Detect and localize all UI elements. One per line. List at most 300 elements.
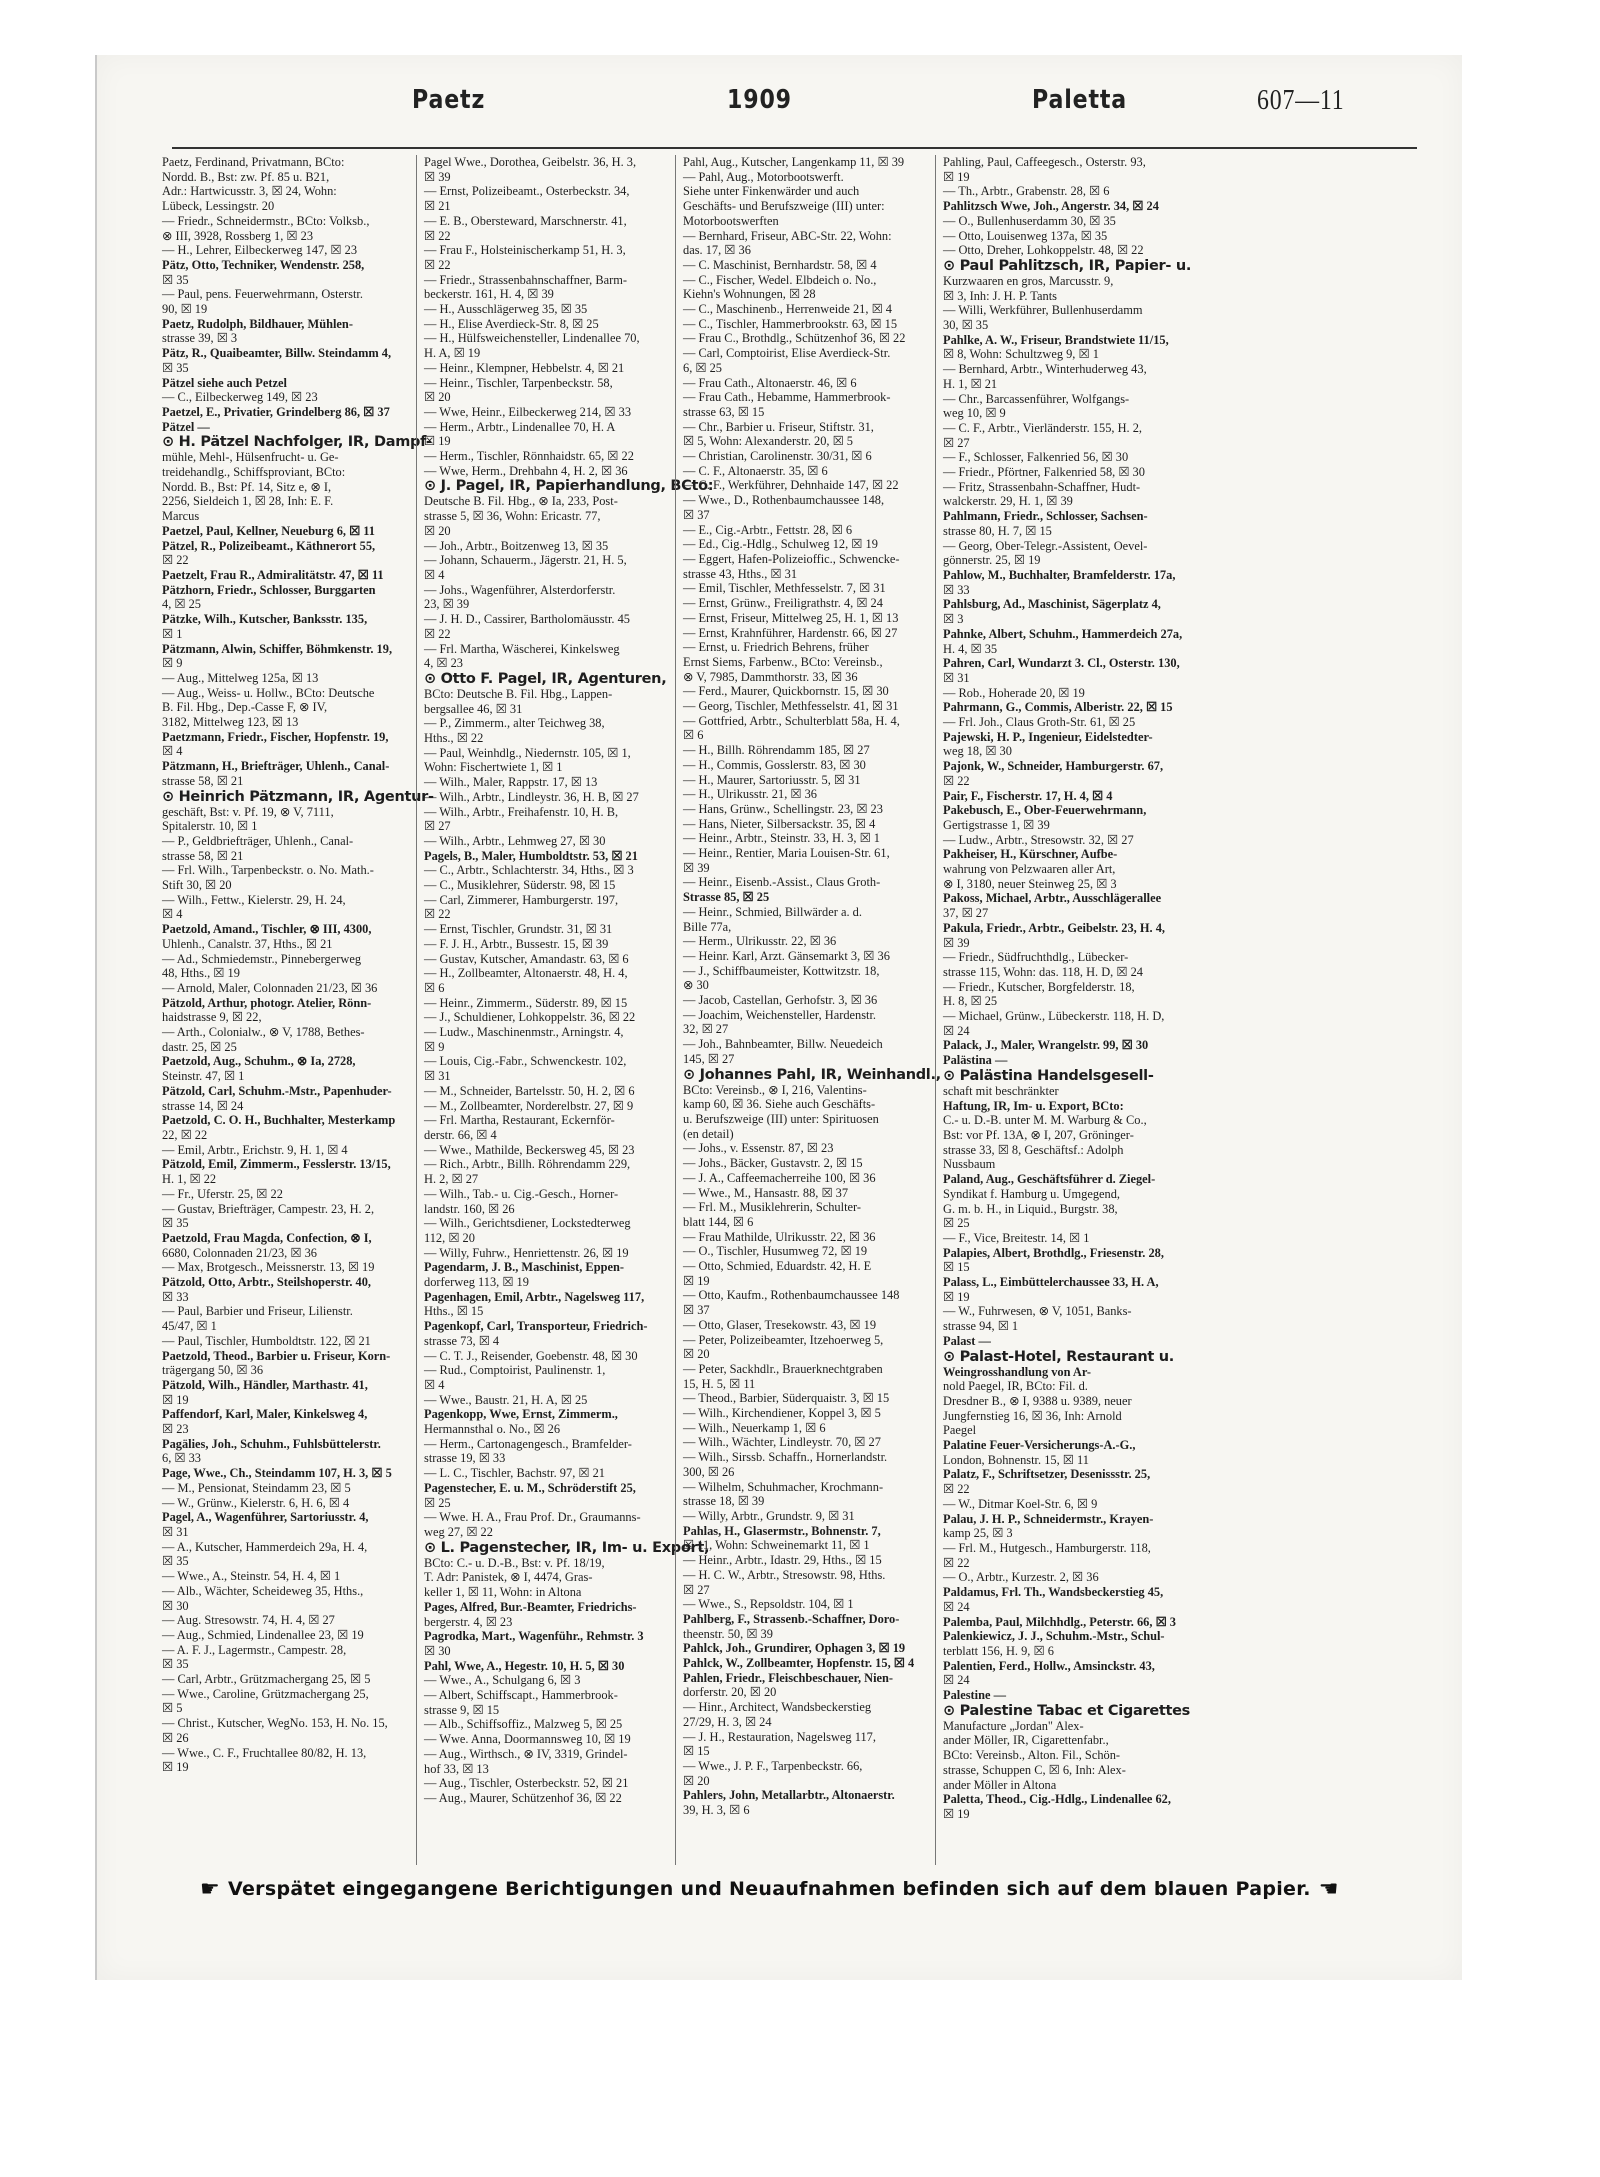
column-4: [943, 155, 1192, 1865]
entry-line: Palentien, Ferd., Hollw., Amsinckstr. 43,: [943, 1658, 1155, 1673]
entry-line: — J., Schiffbaumeister, Kottwitzstr. 18,: [683, 963, 880, 978]
entry-line: ☒ 25: [424, 1495, 451, 1510]
entry-line: Pagälies, Joh., Schuhm., Fuhlsbüttelerstr.: [162, 1436, 381, 1451]
entry-line: Palästina —: [943, 1053, 1008, 1068]
entry-line: strasse 63, ☒ 15: [683, 404, 765, 419]
entry-line: — Joachim, Weichensteller, Hardenstr.: [683, 1007, 877, 1022]
entry-line: Paetzold, Amand., Tischler, ⊗ III, 4300,: [162, 922, 372, 937]
entry-line: — Georg, Ober-Telegr.-Assistent, Oevel-: [943, 538, 1148, 553]
entry-line: Jungfernstieg 16, ☒ 36, Inh: Arnold: [943, 1408, 1122, 1423]
page-header: [97, 55, 1462, 130]
entry-line: ⊙ Palast-Hotel, Restaurant u.: [943, 1348, 1174, 1365]
column-3: [683, 155, 941, 1865]
entry-line: ☒ 35: [162, 1657, 189, 1672]
entry-line: ⊙ H. Pätzel Nachfolger, IR, Dampf-: [162, 434, 432, 451]
entry-line: kamp 25, ☒ 3: [943, 1526, 1013, 1541]
entry-line: London, Bohnenstr. 15, ☒ 11: [943, 1452, 1089, 1467]
entry-line: — Gottfried, Arbtr., Schulterblatt 58a, H. 4,: [683, 713, 900, 728]
entry-line: — Arnold, Maler, Colonnaden 21/23, ☒ 36: [162, 980, 378, 995]
entry-line: — Aug. Stresowstr. 74, H. 4, ☒ 27: [162, 1613, 335, 1628]
entry-line: ☒ 19: [943, 169, 970, 184]
entry-line: — C. T. J., Reisender, Goebenstr. 48, ☒ 30: [424, 1348, 638, 1363]
entry-line: Manufacture „Jordan" Alex-: [943, 1718, 1084, 1733]
entry-line: — P., Zimmerm., alter Teichweg 38,: [424, 716, 605, 731]
entry-line: ☒ 4: [424, 567, 445, 582]
entry-line: Pakoss, Michael, Arbtr., Ausschlägerallee: [943, 891, 1162, 906]
entry-line: ☒ 39: [424, 169, 451, 184]
entry-line: 32, ☒ 27: [683, 1022, 729, 1037]
entry-line: ander Möller, IR, Cigarettenfabr.,: [943, 1733, 1109, 1748]
entry-line: BCto: Deutsche B. Fil. Hbg., Lappen-: [424, 686, 613, 701]
entry-line: — Wwe., Baustr. 21, H. A, ☒ 25: [424, 1392, 588, 1407]
entry-line: Motorbootswerften: [683, 213, 779, 228]
entry-line: 27/29, H. 3, ☒ 24: [683, 1714, 772, 1729]
entry-line: ☒ 19: [943, 1806, 970, 1821]
entry-line: — C. F., Werkführer, Dehnhaide 147, ☒ 22: [683, 478, 899, 493]
entry-line: Pahlberg, F., Strassenb.-Schaffner, Doro-: [683, 1611, 900, 1626]
entry-line: 39, H. 3, ☒ 6: [683, 1803, 750, 1818]
entry-line: — Paul, Barbier und Friseur, Lilienstr.: [162, 1304, 353, 1319]
entry-line: T. Adr: Panistek, ⊗ I, 4474, Gras-: [424, 1570, 593, 1585]
entry-line: Pahlke, A. W., Friseur, Brandstwiete 11/15,: [943, 332, 1169, 347]
entry-line: Paetzelt, Frau R., Admiralitätstr. 47, ☒ 11: [162, 567, 384, 582]
entry-line: strasse 58, ☒ 21: [162, 848, 244, 863]
entry-line: — Willi, Werkführer, Bullenhuserdamm: [943, 303, 1143, 318]
entry-line: Palenkiewicz, J. J., Schuhm.-Mstr., Schul-: [943, 1629, 1165, 1644]
entry-line: Palass, L., Eimbüttelerchaussee 33, H. A,: [943, 1275, 1159, 1290]
entry-line: — Gustav, Briefträger, Campestr. 23, H. 2,: [162, 1201, 375, 1216]
entry-line: — Chr., Barcassenführer, Wolfgangs-: [943, 391, 1130, 406]
entry-line: G. m. b. H., in Liquid., Burgstr. 38,: [943, 1201, 1118, 1216]
entry-line: Pakheiser, H., Kürschner, Aufbe-: [943, 847, 1118, 862]
entry-line: 15, H. 5, ☒ 11: [683, 1376, 756, 1391]
entry-line: — Paul, pens. Feuerwehrmann, Osterstr.: [162, 287, 363, 302]
entry-line: — Aug., Schmied, Lindenallee 23, ☒ 19: [162, 1627, 364, 1642]
entry-line: Paetzold, Frau Magda, Confection, ⊗ I,: [162, 1230, 372, 1245]
entry-line: — Heinr., Schmied, Billwärder a. d.: [683, 904, 862, 919]
entry-line: — F., Schlosser, Falkenried 56, ☒ 30: [943, 450, 1129, 465]
entry-line: u. Berufszweige (III) unter: Spirituosen: [683, 1112, 879, 1126]
entry-line: Paetzmann, Friedr., Fischer, Hopfenstr. 19,: [162, 729, 389, 744]
entry-line: ☒ 23: [162, 1422, 189, 1437]
entry-line: — L. C., Tischler, Bachstr. 97, ☒ 21: [424, 1466, 605, 1481]
entry-line: ☒ 4: [424, 1377, 445, 1392]
entry-line: strasse 9, ☒ 15: [424, 1702, 500, 1717]
entry-line: — Christ., Kutscher, WegNo. 153, H. No. 15,: [162, 1716, 388, 1731]
entry-line: — Theod., Barbier, Süderquaistr. 3, ☒ 15: [683, 1391, 890, 1406]
entry-line: ⊗ V, 7985, Dammthorstr. 33, ☒ 36: [683, 669, 858, 684]
entry-line: Pahlck, Joh., Grundirer, Ophagen 3, ☒ 19: [683, 1641, 906, 1656]
entry-line: — Ernst, Tischler, Grundstr. 31, ☒ 31: [424, 922, 613, 937]
entry-line: — J. H. D., Cassirer, Bartholomäusstr. 45: [424, 612, 630, 627]
entry-line: geschäft, Bst: v. Pf. 19, ⊗ V, 7111,: [162, 804, 334, 819]
entry-line: — Wilh., Gerichtsdiener, Lockstedterweg: [424, 1216, 631, 1231]
entry-line: — O., Arbtr., Kurzestr. 2, ☒ 36: [943, 1570, 1099, 1585]
entry-line: — Hans, Nieter, Silbersackstr. 35, ☒ 4: [683, 816, 876, 831]
entry-line: — Ludw., Maschinenmstr., Arningstr. 4,: [424, 1025, 624, 1040]
entry-line: — Ludw., Arbtr., Stresowstr. 32, ☒ 27: [943, 832, 1134, 847]
directory-page: [95, 55, 1462, 1980]
entry-line: Paetz, Ferdinand, Privatmann, BCto:: [162, 155, 345, 169]
entry-line: ☒ 37: [683, 507, 710, 522]
entry-line: — Heinr., Tischler, Tarpenbeckstr. 58,: [424, 375, 613, 390]
entry-line: — Johs., Wagenführer, Alsterdorferstr.: [424, 582, 616, 597]
entry-line: — Wilh., Arbtr., Lehmweg 27, ☒ 30: [424, 833, 606, 848]
entry-line: — Aug., Wirthsch., ⊗ IV, 3319, Grindel-: [424, 1746, 628, 1761]
entry-line: ⊙ Otto F. Pagel, IR, Agenturen,: [424, 670, 667, 687]
entry-line: — J. H., Restauration, Nagelsweg 117,: [683, 1729, 876, 1744]
entry-line: — Ernst, Krahnführer, Hardenstr. 66, ☒ 27: [683, 625, 898, 640]
entry-line: ☒ 22: [943, 773, 970, 788]
entry-line: Pätzke, Wilh., Kutscher, Banksstr. 135,: [162, 612, 368, 627]
entry-line: — Wilh., Tab.- u. Cig.-Gesch., Horner-: [424, 1186, 619, 1201]
entry-line: Pagrodka, Mart., Wagenführ., Rehmstr. 3: [424, 1629, 644, 1644]
entry-line: Nussbaum: [943, 1157, 996, 1172]
entry-line: strasse 39, ☒ 3: [162, 331, 238, 346]
entry-line: ⊗ III, 3928, Rossberg 1, ☒ 23: [162, 228, 314, 243]
entry-line: Pagenstecher, E. u. M., Schröderstift 25,: [424, 1480, 636, 1495]
entry-line: — Aug., Maurer, Schützenhof 36, ☒ 22: [424, 1790, 622, 1805]
entry-line: ☒ 30: [424, 1643, 451, 1658]
entry-line: wahrung von Pelzwaaren aller Art,: [943, 862, 1116, 877]
footer-note: Verspätet eingegangene Berichtigungen und Neuaufnahmen befinden sich auf dem blauen Papier.: [228, 1878, 1311, 1900]
entry-line: 2256, Sieldeich 1, ☒ 28, Inh: E. F.: [162, 494, 334, 509]
entry-line: ☒ 31: [424, 1069, 451, 1084]
entry-line: — H. C. W., Arbtr., Stresowstr. 98, Hths.: [683, 1567, 886, 1582]
entry-line: ⊙ Johannes Pahl, IR, Weinhandl.,: [683, 1066, 941, 1083]
pointing-hand-right-icon: ☛: [200, 1877, 221, 1902]
entry-line: Hths., ☒ 22: [424, 731, 484, 746]
entry-line: Paetzold, Aug., Schuhm., ⊗ Ia, 2728,: [162, 1054, 356, 1069]
entry-line: — Frau Cath., Hebamme, Hammerbrook-: [683, 390, 891, 405]
entry-line: ☒ 19: [162, 1760, 189, 1775]
entry-line: ⊙ Palästina Handelsgesell-: [943, 1067, 1154, 1084]
entry-line: Pahnke, Albert, Schuhm., Hammerdeich 27a,: [943, 626, 1183, 641]
entry-line: — Wilh., Wächter, Lindleystr. 70, ☒ 27: [683, 1435, 881, 1450]
entry-line: strasse, Schuppen C, ☒ 6, Inh: Alex-: [943, 1762, 1126, 1777]
entry-line: weg 10, ☒ 9: [943, 406, 1006, 421]
entry-line: ☒ 20: [683, 1773, 710, 1788]
entry-line: — E. B., Obersteward, Marschnerstr. 41,: [424, 213, 627, 228]
entry-line: — H., Ulrikusstr. 21, ☒ 36: [683, 787, 817, 802]
entry-line: H. 4, ☒ 35: [943, 641, 998, 656]
entry-line: — C. F., Altonaerstr. 35, ☒ 6: [683, 463, 828, 478]
entry-line: Pakebusch, E., Ober-Feuerwehrmann,: [943, 803, 1147, 818]
entry-line: strasse 115, Wohn: das. 118, H. D, ☒ 24: [943, 964, 1143, 979]
entry-line: — Wwe., Mathilde, Beckersweg 45, ☒ 23: [424, 1142, 635, 1157]
column-divider: [675, 155, 676, 1865]
entry-line: 6680, Colonnaden 21/23, ☒ 36: [162, 1245, 317, 1260]
entry-line: blatt 144, ☒ 6: [683, 1214, 754, 1229]
entry-line: C.- u. D.-B. unter M. M. Warburg & Co.,: [943, 1113, 1147, 1128]
entry-line: — Herm., Arbtr., Lindenallee 70, H. A: [424, 419, 616, 434]
entry-line: ☒ 19: [162, 1392, 189, 1407]
entry-line: 48, Hths., ☒ 19: [162, 966, 240, 981]
entry-line: ⊙ L. Pagenstecher, IR, Im- u. Export,: [424, 1539, 710, 1556]
entry-line: strasse 94, ☒ 1: [943, 1319, 1019, 1334]
entry-line: — Max, Brotgesch., Meissnerstr. 13, ☒ 19: [162, 1260, 375, 1275]
entry-line: — Wilh., Maler, Rappstr. 17, ☒ 13: [424, 775, 598, 790]
entry-line: keller 1, ☒ 11, Wohn: in Altona: [424, 1585, 582, 1600]
entry-line: Palau, J. H. P., Schneidermstr., Krayen-: [943, 1511, 1154, 1526]
entry-line: — Jacob, Castellan, Gerhofstr. 3, ☒ 36: [683, 993, 878, 1008]
entry-line: — Joh., Arbtr., Boitzenweg 13, ☒ 35: [424, 538, 609, 553]
entry-line: Strasse 85, ☒ 25: [683, 890, 770, 905]
entry-line: strasse 19, ☒ 33: [424, 1451, 506, 1466]
entry-line: nold Paegel, IR, BCto: Fil. d.: [943, 1379, 1088, 1394]
entry-line: ⊙ Heinrich Pätzmann, IR, Agentur-: [162, 788, 434, 805]
entry-line: treidehandlg., Schiffsproviant, BCto:: [162, 465, 346, 480]
entry-line: — Gustav, Kutscher, Amandastr. 63, ☒ 6: [424, 951, 629, 966]
entry-line: Pätzmann, H., Briefträger, Uhlenh., Canal-: [162, 759, 390, 774]
entry-line: ☒ 4: [162, 744, 183, 759]
entry-line: — Otto, Louisenweg 137a, ☒ 35: [943, 228, 1108, 243]
entry-line: Dresdner B., ⊗ I, 9388 u. 9389, neuer: [943, 1393, 1132, 1408]
entry-line: ☒ 31: [943, 670, 970, 685]
entry-line: — M., Pensionat, Steindamm 23, ☒ 5: [162, 1480, 351, 1495]
entry-line: ☒ 6: [683, 728, 704, 743]
entry-line: — Johs., v. Essenstr. 87, ☒ 23: [683, 1141, 834, 1156]
entry-line: Pahling, Paul, Caffeegesch., Osterstr. 93,: [943, 155, 1146, 169]
entry-line: — Otto, Kaufm., Rothenbaumchaussee 148: [683, 1288, 900, 1303]
entry-line: — Ferd., Maurer, Quickbornstr. 15, ☒ 30: [683, 684, 889, 699]
entry-line: ☒ 19: [943, 1289, 970, 1304]
entry-line: — Otto, Glaser, Tresekowstr. 43, ☒ 19: [683, 1317, 877, 1332]
entry-line: Nordd. B., Bst: zw. Pf. 85 u. B21,: [162, 169, 330, 184]
listing-columns: [162, 155, 1437, 1865]
entry-line: Pahlsburg, Ad., Maschinist, Sägerplatz 4,: [943, 597, 1161, 612]
entry-line: Pagenkopp, Wwe, Ernst, Zimmerm.,: [424, 1407, 618, 1422]
entry-line: Palack, J., Maler, Wrangelstr. 99, ☒ 30: [943, 1038, 1149, 1053]
entry-line: dorferstr. 20, ☒ 20: [683, 1685, 777, 1700]
entry-line: ⊙ Paul Pahlitzsch, IR, Papier- u.: [943, 257, 1192, 274]
entry-line: — H., Maurer, Sartoriusstr. 5, ☒ 31: [683, 772, 861, 787]
entry-line: Hths., ☒ 15: [424, 1304, 484, 1319]
entry-line: bergerstr. 4, ☒ 23: [424, 1614, 513, 1629]
entry-line: 4, ☒ 25: [162, 597, 201, 612]
entry-line: — Wilh., Sirssb. Schaffn., Hornerlandstr.: [683, 1450, 888, 1465]
entry-line: Pätzel —: [162, 419, 210, 434]
entry-line: — Frau Cath., Altonaerstr. 46, ☒ 6: [683, 375, 857, 390]
entry-line: strasse 5, ☒ 36, Wohn: Ericastr. 77,: [424, 509, 601, 524]
header-rule: [172, 147, 1417, 149]
entry-line: — Frau F., Holsteinischerkamp 51, H. 3,: [424, 243, 626, 258]
entry-line: Palatine Feuer-Versicherungs-A.-G.,: [943, 1438, 1136, 1453]
entry-line: Paletta, Theod., Cig.-Hdlg., Lindenallee 62,: [943, 1792, 1171, 1807]
entry-line: — Peter, Polizeibeamter, Itzehoerweg 5,: [683, 1332, 884, 1347]
entry-line: Lübeck, Lessingstr. 20: [162, 199, 275, 214]
entry-line: Pätz, R., Quaibeamter, Billw. Steindamm 4,: [162, 346, 392, 361]
entry-line: ☒ 24: [943, 1673, 970, 1688]
entry-line: — Wilh., Kirchendiener, Koppel 3, ☒ 5: [683, 1406, 881, 1421]
entry-line: H. 1, ☒ 21: [943, 376, 998, 391]
entry-line: strasse 43, Hths., ☒ 31: [683, 566, 798, 581]
entry-line: — C. Maschinist, Bernhardstr. 58, ☒ 4: [683, 257, 877, 272]
entry-line: ☒ 4: [162, 907, 183, 922]
entry-line: weg 18, ☒ 30: [943, 744, 1012, 759]
entry-line: — Wwe., C. F., Fruchtallee 80/82, H. 13,: [162, 1745, 367, 1760]
entry-line: — Willy, Arbtr., Grundstr. 9, ☒ 31: [683, 1508, 855, 1523]
entry-line: ☒ 22: [943, 1482, 970, 1497]
entry-line: — Hinr., Architect, Wandsbeckerstieg: [683, 1700, 872, 1715]
entry-line: walckerstr. 29, H. 1, ☒ 39: [943, 494, 1073, 509]
entry-line: — H., Ausschlägerweg 35, ☒ 35: [424, 302, 588, 317]
column-divider: [935, 155, 936, 1865]
entry-line: BCto: Vereinsb., ⊗ I, 216, Valentins-: [683, 1082, 867, 1097]
entry-line: Pahrmann, G., Commis, Alberistr. 22, ☒ 15: [943, 700, 1173, 715]
entry-line: H. 8, ☒ 25: [943, 994, 998, 1009]
entry-line: — Heinr., Zimmerm., Süderstr. 89, ☒ 15: [424, 995, 628, 1010]
entry-line: Pahlow, M., Buchhalter, Bramfelderstr. 17a,: [943, 567, 1176, 582]
page-number: 607—11: [1257, 85, 1345, 116]
entry-line: ☒ 20: [424, 390, 451, 405]
entry-line: — Michael, Grünw., Lübeckerstr. 118, H. D,: [943, 1009, 1165, 1024]
entry-line: ☒ 8, Wohn: Schultzweg 9, ☒ 1: [943, 347, 1099, 362]
entry-line: — Heinr. Karl, Arzt. Gänsemarkt 3, ☒ 36: [683, 948, 890, 963]
entry-line: — Wwe, Herm., Drehbahn 4, H. 2, ☒ 36: [424, 463, 628, 478]
entry-line: — J., Schuldiener, Lohkoppelstr. 36, ☒ 22: [424, 1010, 636, 1025]
entry-line: Bst: vor Pf. 13A, ⊗ I, 207, Gröninger-: [943, 1128, 1134, 1142]
entry-line: — Emil, Arbtr., Erichstr. 9, H. 1, ☒ 4: [162, 1142, 348, 1157]
entry-line: — Bernhard, Friseur, ABC-Str. 22, Wohn:: [683, 228, 892, 243]
entry-line: — C., Maschinenb., Herrenweide 21, ☒ 4: [683, 302, 892, 317]
entry-line: Pätzold, Wilh., Händler, Marthastr. 41,: [162, 1377, 368, 1392]
entry-line: ☒ 6: [424, 980, 445, 995]
entry-line: strasse 58, ☒ 21: [162, 773, 244, 788]
entry-line: — Frau Mathilde, Ulrikusstr. 22, ☒ 36: [683, 1229, 876, 1244]
entry-line: — Wilh., Arbtr., Freihafenstr. 10, H. B,: [424, 804, 619, 819]
entry-line: bergsallee 46, ☒ 31: [424, 701, 523, 716]
entry-line: BCto: Vereinsb., Alton. Fil., Schön-: [943, 1748, 1121, 1763]
entry-line: Pahlitzsch Wwe, Joh., Angerstr. 34, ☒ 24: [943, 199, 1159, 214]
entry-line: Palatz, F., Schriftsetzer, Desenissstr. 25,: [943, 1467, 1151, 1482]
entry-line: ☒ 20: [424, 523, 451, 538]
entry-line: — Aug., Mittelweg 125a, ☒ 13: [162, 670, 319, 685]
entry-line: dastr. 25, ☒ 25: [162, 1039, 237, 1054]
entry-line: — Ernst, Grünw., Freiligrathstr. 4, ☒ 24: [683, 596, 883, 611]
entry-line: 300, ☒ 26: [683, 1464, 735, 1479]
entry-line: — Carl, Comptoirist, Elise Averdieck-Str.: [683, 346, 891, 361]
entry-line: ☒ 19: [424, 434, 451, 449]
entry-line: ☒ 9: [162, 656, 183, 671]
entry-line: Pätzold, Arthur, photogr. Atelier, Rönn-: [162, 995, 372, 1010]
entry-line: — Emil, Tischler, Methfesselstr. 7, ☒ 31: [683, 581, 886, 596]
entry-line: — Friedr., Pförtner, Falkenried 58, ☒ 30: [943, 465, 1145, 480]
entry-line: 22, ☒ 22: [162, 1128, 208, 1142]
entry-line: Paetz, Rudolph, Bildhauer, Mühlen-: [162, 316, 353, 331]
entry-line: Deutsche B. Fil. Hbg., ⊗ Ia, 233, Post-: [424, 494, 618, 509]
entry-line: ⊗ I, 3180, neuer Steinweg 25, ☒ 3: [943, 876, 1117, 891]
entry-line: ☒ 37: [683, 1303, 710, 1318]
entry-line: ☒ 5, Wohn: Alexanderstr. 20, ☒ 5: [683, 434, 854, 449]
entry-line: Siehe unter Finkenwärder und auch: [683, 184, 860, 199]
entry-line: Wohn: Fischertwiete 1, ☒ 1: [424, 760, 563, 775]
entry-line: ☒ 35: [162, 1554, 189, 1569]
entry-line: Adr.: Hartwicusstr. 3, ☒ 24, Wohn:: [162, 184, 337, 199]
entry-line: Stift 30, ☒ 20: [162, 878, 232, 893]
entry-line: — Willy, Fuhrw., Henriettenstr. 26, ☒ 19: [424, 1245, 629, 1260]
entry-line: — Ernst, Friseur, Mittelweg 25, H. 1, ☒ 13: [683, 610, 899, 625]
entry-line: strasse 73, ☒ 4: [424, 1333, 500, 1348]
entry-line: Bille 77a,: [683, 919, 732, 934]
entry-line: Pagenkopf, Carl, Transporteur, Friedrich-: [424, 1319, 648, 1334]
entry-line: ☒ 35: [162, 272, 189, 287]
entry-line: 6, ☒ 33: [162, 1451, 201, 1466]
entry-line: ☒ 3, Inh: J. H. P. Tants: [943, 288, 1057, 303]
entry-line: — F., Vice, Breitestr. 14, ☒ 1: [943, 1230, 1090, 1245]
entry-line: — Ernst, u. Friedrich Behrens, früher: [683, 640, 869, 655]
entry-line: ☒ 22: [424, 228, 451, 243]
entry-line: — A., Kutscher, Hammerdeich 29a, H. 4,: [162, 1539, 368, 1554]
entry-line: — Wwe., S., Repsoldstr. 104, ☒ 1: [683, 1597, 854, 1612]
entry-line: — Herm., Ulrikusstr. 22, ☒ 36: [683, 934, 837, 949]
entry-line: — Otto, Schmied, Eduardstr. 42, H. E: [683, 1259, 872, 1274]
entry-line: — Ad., Schmiedemstr., Pinnebergerweg: [162, 951, 362, 966]
entry-line: ☒ 26: [162, 1730, 189, 1745]
entry-line: Pätzmann, Alwin, Schiffer, Böhmkenstr. 19,: [162, 641, 393, 656]
entry-line: ⊙ J. Pagel, IR, Papierhandlung, BCto:: [424, 478, 714, 495]
column-1: [162, 155, 434, 1865]
entry-line: — Wilh., Fettw., Kielerstr. 29, H. 24,: [162, 892, 346, 907]
entry-line: haidstrasse 9, ☒ 22,: [162, 1010, 262, 1025]
entry-line: Pagendarm, J. B., Maschinist, Eppen-: [424, 1260, 624, 1275]
entry-line: ☒ 15: [683, 1744, 710, 1759]
entry-line: ☒ 30: [162, 1598, 189, 1613]
entry-line: Palast —: [943, 1333, 991, 1348]
entry-line: Palemba, Paul, Milchhdlg., Peterstr. 66, ☒ 3: [943, 1614, 1176, 1629]
column-divider: [416, 155, 417, 1865]
entry-line: 30, ☒ 35: [943, 318, 989, 333]
entry-line: — Wwe., Caroline, Grützmachergang 25,: [162, 1686, 369, 1701]
entry-line: 112, ☒ 20: [424, 1230, 475, 1245]
entry-line: — Paul, Tischler, Humboldtstr. 122, ☒ 21: [162, 1333, 371, 1348]
entry-line: — Frl. M., Musiklehrerin, Schulter-: [683, 1200, 862, 1215]
entry-line: — C., Arbtr., Schlachterstr. 34, Hths., ☒ 3: [424, 863, 634, 878]
entry-line: — Friedr., Kutscher, Borgfelderstr. 18,: [943, 979, 1135, 994]
entry-line: Ernst Siems, Farbenw., BCto: Vereinsb.,: [683, 654, 883, 669]
entry-line: — Pahl, Aug., Motorbootswerft.: [683, 169, 844, 184]
entry-line: — Wwe, Heinr., Eilbeckerweg 214, ☒ 33: [424, 404, 632, 419]
entry-line: Pahl, Aug., Kutscher, Langenkamp 11, ☒ 39: [683, 155, 905, 169]
entry-line: Palapies, Albert, Brothdlg., Friesenstr. 28,: [943, 1245, 1164, 1260]
entry-line: — Louis, Cig.-Fabr., Schwenckestr. 102,: [424, 1054, 627, 1069]
entry-line: — Heinr., Eisenb.-Assist., Claus Groth-: [683, 875, 881, 890]
entry-line: ☒ 19: [683, 1273, 710, 1288]
entry-line: — Frl. M., Hutgesch., Hamburgerstr. 118,: [943, 1540, 1151, 1555]
entry-line: ☒ 1: [162, 626, 183, 641]
entry-line: 4, ☒ 23: [424, 656, 463, 671]
entry-line: Paetzel, Paul, Kellner, Neueburg 6, ☒ 11: [162, 523, 376, 538]
entry-line: theenstr. 50, ☒ 39: [683, 1626, 773, 1641]
entry-line: Palestine —: [943, 1688, 1006, 1703]
entry-line: — E., Cig.-Arbtr., Fettstr. 28, ☒ 6: [683, 522, 853, 537]
entry-line: Steinstr. 47, ☒ 1: [162, 1069, 245, 1084]
entry-line: — Wilhelm, Schuhmacher, Krochmann-: [683, 1479, 884, 1494]
entry-line: — H., Zollbeamter, Altonaerstr. 48, H. 4,: [424, 966, 628, 981]
entry-line: — Bernhard, Arbtr., Winterhuderweg 43,: [943, 362, 1147, 377]
entry-line: Pahlas, H., Glasermstr., Bohnenstr. 7,: [683, 1523, 881, 1538]
entry-line: weg 27, ☒ 22: [424, 1524, 493, 1539]
entry-line: ☒ 27: [943, 435, 970, 450]
entry-line: — Johann, Schauerm., Jägerstr. 21, H. 5,: [424, 553, 627, 568]
entry-line: — Wwe., M., Hansastr. 88, ☒ 37: [683, 1185, 849, 1200]
entry-line: — H., Hülfsweichensteller, Lindenallee 70,: [424, 331, 640, 346]
entry-line: ☒ 5: [162, 1701, 183, 1716]
entry-line: — Aug., Tischler, Osterbeckstr. 52, ☒ 21: [424, 1776, 629, 1791]
entry-line: — Wwe., A., Steinstr. 54, H. 4, ☒ 1: [162, 1569, 341, 1584]
entry-line: ☒ 27: [683, 1582, 710, 1597]
entry-line: Pahlck, W., Zollbeamter, Hopfenstr. 15, ☒ 4: [683, 1656, 915, 1671]
